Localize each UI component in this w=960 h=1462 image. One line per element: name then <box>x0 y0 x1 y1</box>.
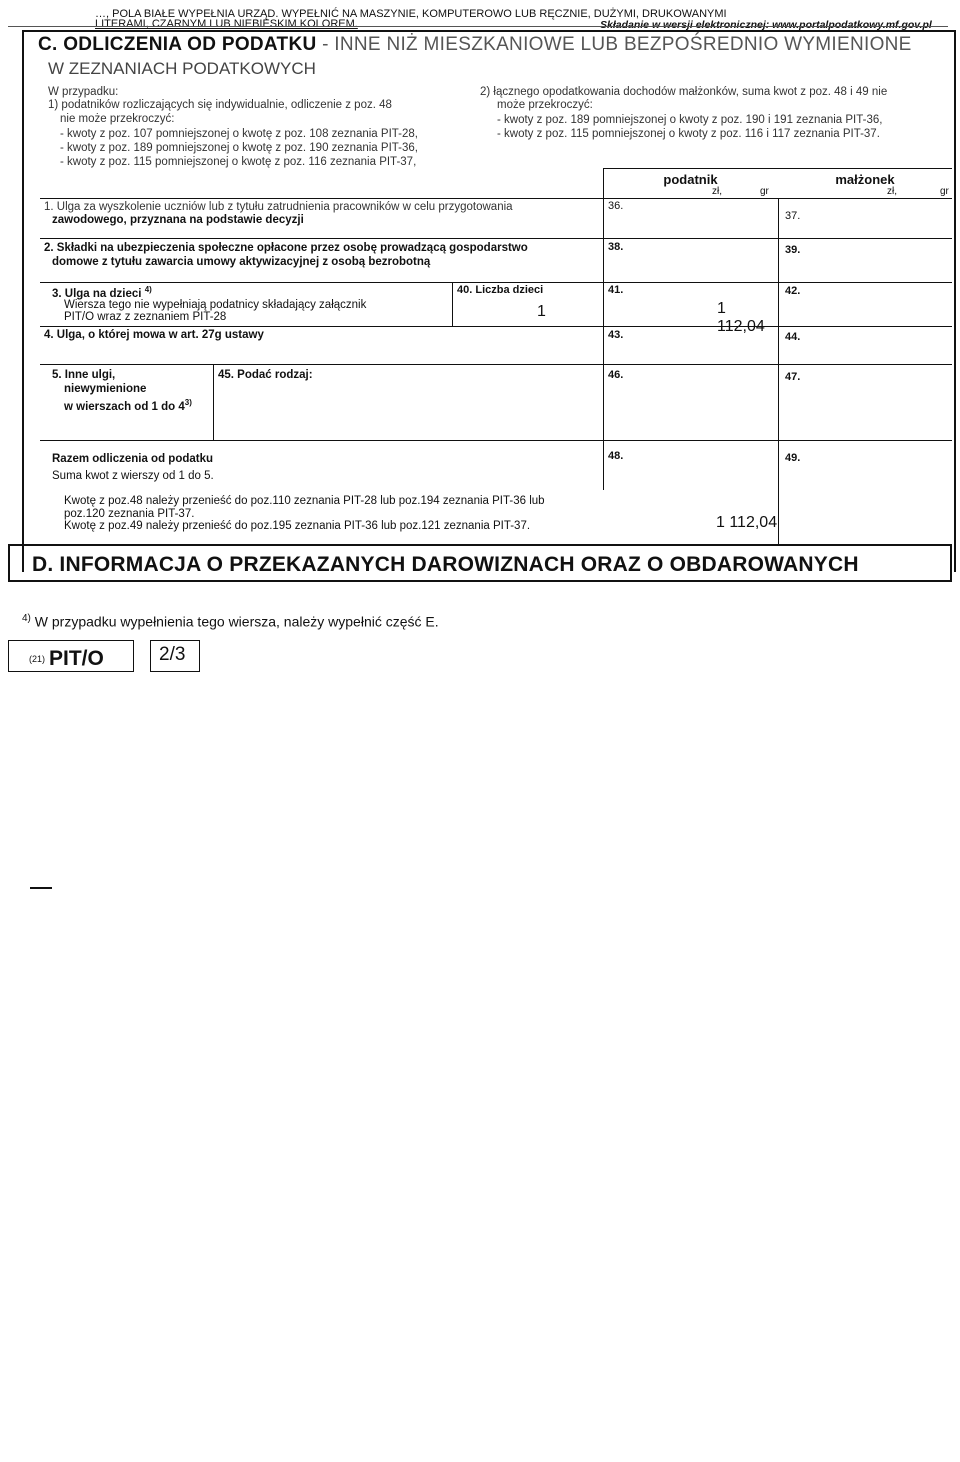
field-39-number: 39. <box>785 244 801 256</box>
note-left-4: - kwoty z poz. 189 pomniejszonej o kwotę z poz. 190 zeznania PIT-36, <box>60 142 418 154</box>
podatnik-zl: zł, <box>712 186 722 197</box>
field-46-number: 46. <box>608 369 624 381</box>
row-1-label-a: 1. Ulga za wyszkolenie uczniów lub z tytułu zatrudnienia pracowników w celu przygotowania <box>44 201 513 213</box>
transfer-divider <box>778 490 779 544</box>
row-3-note-b: PIT/O wraz z zeznaniem PIT-28 <box>64 311 227 323</box>
row-5-label-c-text: w wierszach od 1 do 4 <box>64 400 185 413</box>
field-42-number: 42. <box>785 285 801 297</box>
section-c-letter: C. <box>38 34 58 55</box>
field-38[interactable] <box>603 238 778 282</box>
note-right-1: 2) łącznego opodatkowania dochodów małżonków, suma kwot z poz. 48 i 49 nie <box>480 86 888 98</box>
note-left-3: - kwoty z poz. 107 pomniejszonej o kwotę z poz. 108 zeznania PIT-28, <box>60 128 418 140</box>
sum-label: Razem odliczenia od podatku <box>52 453 214 465</box>
field-39[interactable] <box>778 238 952 282</box>
stray-mark <box>30 887 52 889</box>
col-header-podatnik: podatnik <box>663 172 718 187</box>
section-d-header <box>8 544 952 582</box>
page-number: 2/3 <box>159 644 186 665</box>
field-37-number: 37. <box>785 210 801 222</box>
row-5-label-a: 5. Inne ulgi, <box>52 369 116 381</box>
form-version: (21) <box>29 654 46 664</box>
field-40-children-count[interactable] <box>452 282 603 326</box>
field-36[interactable] <box>603 198 778 238</box>
field-43-number: 43. <box>608 329 624 341</box>
form-code-text: PIT/O <box>49 647 104 670</box>
transfer-instruction-b: poz.120 zeznania PIT-37. <box>64 508 195 520</box>
header-line-2: LITERAMI, CZARNYM LUB NIEBIESKIM KOLOREM. <box>95 18 358 30</box>
row-5-sup: 3) <box>184 398 192 407</box>
field-38-number: 38. <box>608 241 624 253</box>
row-3-label-text: 3. Ulga na dzieci <box>52 287 142 300</box>
note-intro: W przypadku: <box>48 86 119 98</box>
field-42[interactable] <box>778 282 952 326</box>
form-code-box <box>8 640 134 672</box>
field-41-value: 1 112,04 <box>717 300 765 335</box>
row-2-label-a: 2. Składki na ubezpieczenia społeczne opłacone przez osobę prowadzącą gospodarstwo <box>44 242 528 254</box>
header-line-1: …, POLA BIAŁE WYPEŁNIA URZĄD. WYPEŁNIĆ NA MASZYNIE, KOMPUTEROWO LUB RĘCZNIE, DUŻYMI, DRUKOWANYMI <box>95 8 727 20</box>
note-left-1: 1) podatników rozliczających się indywidualnie, odliczenie z poz. 48 <box>48 99 392 111</box>
podatnik-gr: gr <box>760 186 769 197</box>
field-40-label: 40. Liczba dzieci <box>457 284 544 296</box>
row-2-label-b: domowe z tytułu zawarcia umowy aktywizacyjnej z osobą bezrobotną <box>52 256 431 268</box>
page-number-box <box>150 640 200 672</box>
header-divider <box>8 26 948 27</box>
row-3-sup: 4) <box>144 285 152 294</box>
field-36-number: 36. <box>608 200 624 212</box>
note-left-5: - kwoty z poz. 115 pomniejszonej o kwotę z poz. 116 zeznania PIT-37, <box>60 156 417 168</box>
field-45-kind[interactable] <box>213 364 603 440</box>
footnote-mark: 4) <box>22 613 31 624</box>
field-44[interactable] <box>778 326 952 364</box>
row-3-note-a: Wiersza tego nie wypełniają podatnicy składający załącznik <box>64 299 367 311</box>
row-4-label: 4. Ulga, o której mowa w art. 27g ustawy <box>44 329 264 341</box>
sum-sub: Suma kwot z wierszy od 1 do 5. <box>52 470 214 482</box>
col-header-malzonek: małżonek <box>835 172 895 187</box>
row-1-label-b: zawodowego, przyznana na podstawie decyzji <box>52 214 304 226</box>
note-left-2: nie może przekroczyć: <box>60 113 175 125</box>
field-48[interactable] <box>603 440 778 490</box>
field-43[interactable] <box>603 326 778 364</box>
malzonek-zl: zł, <box>887 186 897 197</box>
field-44-number: 44. <box>785 331 801 343</box>
malzonek-gr: gr <box>940 186 949 197</box>
transfer-value: 1 112,04 <box>716 514 778 531</box>
field-49-number: 49. <box>785 452 801 464</box>
section-c-title-bold: ODLICZENIA OD PODATKU <box>63 34 317 55</box>
section-c-subtitle: W ZEZNANIACH PODATKOWYCH <box>48 59 316 78</box>
field-46[interactable] <box>603 364 778 440</box>
note-right-3: - kwoty z poz. 189 pomniejszonej o kwoty z poz. 190 i 191 zeznania PIT-36, <box>497 114 883 126</box>
form-code <box>29 644 104 670</box>
field-48-number: 48. <box>608 450 624 462</box>
section-c-title <box>38 34 912 56</box>
header-electronic-link[interactable]: Składanie w wersji elektronicznej: www.portalpodatkowy.mf.gov.pl <box>600 19 932 31</box>
field-37[interactable] <box>778 198 952 238</box>
field-41-number: 41. <box>608 284 624 296</box>
field-47-number: 47. <box>785 371 801 383</box>
transfer-instruction-c: Kwotę z poz.49 należy przenieść do poz.195 zeznania PIT-36 lub poz.121 zeznania PIT-37. <box>64 520 531 532</box>
row-5-label-b: niewymienione <box>64 383 147 395</box>
note-right-4: - kwoty z poz. 115 pomniejszonej o kwoty z poz. 116 i 117 zeznania PIT-37. <box>497 128 880 140</box>
field-45-label: 45. Podać rodzaj: <box>218 369 313 381</box>
footnote-text: W przypadku wypełnienia tego wiersza, należy wypełnić część E. <box>30 613 439 630</box>
footnote <box>22 613 439 630</box>
section-d-title: D. INFORMACJA O PRZEKAZANYCH DAROWIZNACH ORAZ O OBDAROWANYCH <box>32 553 859 576</box>
section-c-title-rest: - INNE NIŻ MIESZKANIOWE LUB BEZPOŚREDNIO WYMIENIONE <box>316 34 912 55</box>
transfer-instruction-a: Kwotę z poz.48 należy przenieść do poz.110 zeznania PIT-28 lub poz.194 zeznania PIT-36 lub <box>64 495 545 507</box>
row-5-label-c <box>64 396 192 414</box>
note-right-2: może przekroczyć: <box>497 99 593 111</box>
field-49[interactable] <box>778 440 952 490</box>
field-40-value: 1 <box>537 303 546 320</box>
field-47[interactable] <box>778 364 952 440</box>
